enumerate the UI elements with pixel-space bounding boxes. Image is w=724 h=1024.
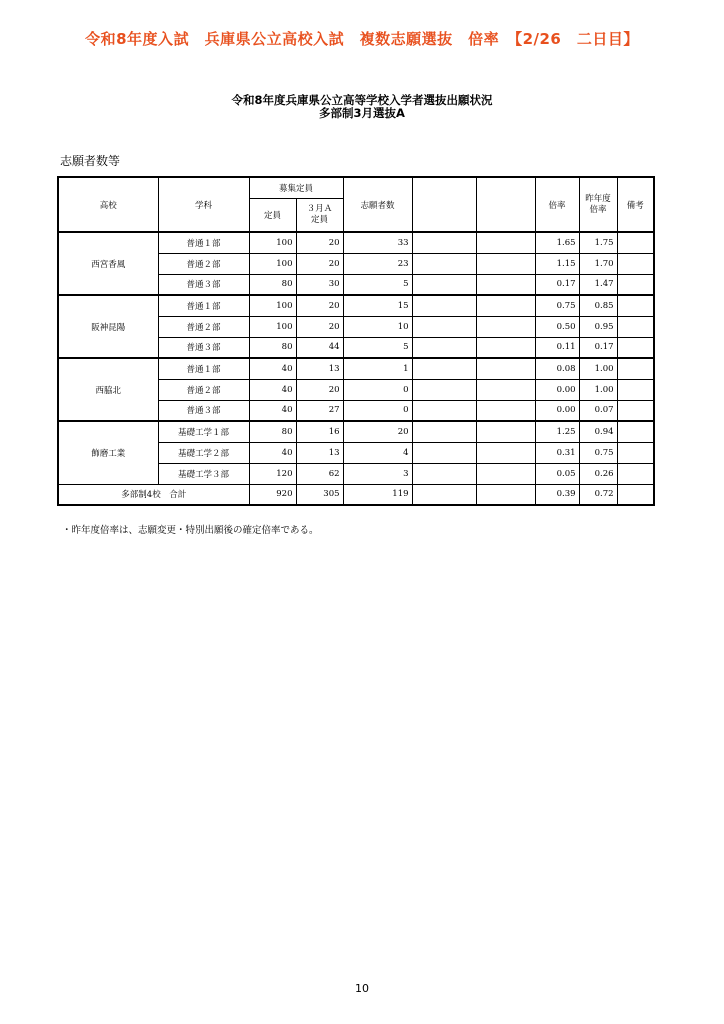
blank-cell	[412, 253, 476, 274]
header-teiin: 定員	[249, 198, 296, 232]
last-year-ratio-cell: 1.47	[579, 274, 617, 295]
teiin-cell: 40	[249, 379, 296, 400]
teiin-cell: 80	[249, 274, 296, 295]
header-last-year-line1: 昨年度	[585, 193, 611, 204]
remarks-cell	[617, 232, 654, 253]
applicants-table	[57, 176, 655, 506]
course-cell: 基礎工学３部	[158, 463, 249, 484]
ratio-cell: 0.00	[535, 400, 579, 421]
footnote: ・昨年度倍率は、志願変更・特別出願後の確定倍率である。	[62, 525, 319, 536]
ratio-cell: 1.15	[535, 253, 579, 274]
last-year-ratio-cell: 1.70	[579, 253, 617, 274]
blank-cell	[412, 379, 476, 400]
table-row	[58, 232, 654, 253]
last-year-ratio-cell: 0.95	[579, 316, 617, 337]
course-cell: 普通２部	[158, 316, 249, 337]
header-march-a-line2: 定員	[311, 214, 329, 225]
header-last-year	[579, 177, 617, 232]
course-cell: 普通３部	[158, 400, 249, 421]
remarks-cell	[617, 274, 654, 295]
blank-cell	[476, 337, 535, 358]
remarks-cell	[617, 295, 654, 316]
total-march-a-cell: 305	[296, 484, 343, 505]
ratio-cell: 0.11	[535, 337, 579, 358]
header-row-1	[58, 177, 654, 198]
page-number: 10	[355, 982, 369, 995]
march-a-cell: 27	[296, 400, 343, 421]
applicants-cell: 20	[343, 421, 412, 442]
applicants-cell: 0	[343, 400, 412, 421]
blank-cell	[412, 337, 476, 358]
header-capacity: 募集定員	[249, 177, 343, 198]
last-year-ratio-cell: 0.26	[579, 463, 617, 484]
march-a-cell: 20	[296, 253, 343, 274]
header-course: 学科	[158, 177, 249, 232]
header-ratio: 倍率	[535, 177, 579, 232]
total-teiin-cell: 920	[249, 484, 296, 505]
teiin-cell: 80	[249, 421, 296, 442]
blank-cell	[476, 358, 535, 379]
blank-cell	[412, 274, 476, 295]
march-a-cell: 20	[296, 316, 343, 337]
march-a-cell: 30	[296, 274, 343, 295]
course-cell: 基礎工学１部	[158, 421, 249, 442]
ratio-cell: 0.17	[535, 274, 579, 295]
applicants-cell: 15	[343, 295, 412, 316]
blank-cell	[476, 442, 535, 463]
applicants-cell: 3	[343, 463, 412, 484]
blank-cell	[412, 232, 476, 253]
march-a-cell: 13	[296, 358, 343, 379]
applicants-cell: 10	[343, 316, 412, 337]
course-cell: 普通２部	[158, 253, 249, 274]
blank-cell	[476, 295, 535, 316]
applicants-cell: 33	[343, 232, 412, 253]
remarks-cell	[617, 358, 654, 379]
remarks-cell	[617, 442, 654, 463]
teiin-cell: 40	[249, 400, 296, 421]
total-row	[58, 484, 654, 505]
header-remarks: 備考	[617, 177, 654, 232]
header-march-a-line1: ３月Ａ	[306, 203, 333, 214]
table-body	[58, 232, 654, 505]
table-row	[58, 358, 654, 379]
ratio-cell: 0.31	[535, 442, 579, 463]
course-cell: 普通１部	[158, 358, 249, 379]
applicants-cell: 5	[343, 337, 412, 358]
blank-cell	[476, 379, 535, 400]
march-a-cell: 13	[296, 442, 343, 463]
table-row	[58, 295, 654, 316]
total-ratio-cell: 0.39	[535, 484, 579, 505]
last-year-ratio-cell: 0.75	[579, 442, 617, 463]
remarks-cell	[617, 484, 654, 505]
school-name-cell: 飾磨工業	[58, 421, 158, 484]
last-year-ratio-cell: 1.00	[579, 358, 617, 379]
applicants-cell: 23	[343, 253, 412, 274]
blank-cell	[412, 295, 476, 316]
remarks-cell	[617, 253, 654, 274]
school-name-cell: 阪神昆陽	[58, 295, 158, 358]
march-a-cell: 44	[296, 337, 343, 358]
school-name-cell: 西宮香風	[58, 232, 158, 295]
blank-cell	[476, 421, 535, 442]
document-title	[0, 94, 724, 120]
remarks-cell	[617, 337, 654, 358]
teiin-cell: 40	[249, 442, 296, 463]
header-last-year-line2: 倍率	[589, 204, 607, 215]
remarks-cell	[617, 421, 654, 442]
blank-cell	[476, 316, 535, 337]
total-label-cell: 多部制4校 合計	[58, 484, 249, 505]
march-a-cell: 20	[296, 379, 343, 400]
blank-cell	[476, 253, 535, 274]
last-year-ratio-cell: 1.75	[579, 232, 617, 253]
teiin-cell: 100	[249, 232, 296, 253]
header-march-a	[296, 198, 343, 232]
course-cell: 普通２部	[158, 379, 249, 400]
school-name-cell: 西脇北	[58, 358, 158, 421]
blank-cell	[412, 421, 476, 442]
blank-cell	[476, 463, 535, 484]
applicants-cell: 5	[343, 274, 412, 295]
applicants-cell: 1	[343, 358, 412, 379]
ratio-cell: 0.50	[535, 316, 579, 337]
blank-cell	[412, 358, 476, 379]
teiin-cell: 120	[249, 463, 296, 484]
last-year-ratio-cell: 0.85	[579, 295, 617, 316]
ratio-cell: 0.75	[535, 295, 579, 316]
ratio-cell: 1.25	[535, 421, 579, 442]
table-row	[58, 421, 654, 442]
course-cell: 普通１部	[158, 232, 249, 253]
march-a-cell: 16	[296, 421, 343, 442]
remarks-cell	[617, 316, 654, 337]
march-a-cell: 20	[296, 295, 343, 316]
remarks-cell	[617, 379, 654, 400]
course-cell: 普通１部	[158, 295, 249, 316]
march-a-cell: 62	[296, 463, 343, 484]
total-applicants-cell: 119	[343, 484, 412, 505]
blank-cell	[412, 484, 476, 505]
teiin-cell: 100	[249, 253, 296, 274]
ratio-cell: 0.05	[535, 463, 579, 484]
march-a-cell: 20	[296, 232, 343, 253]
teiin-cell: 100	[249, 295, 296, 316]
blank-cell	[476, 232, 535, 253]
applicants-cell: 0	[343, 379, 412, 400]
blank-cell	[412, 400, 476, 421]
last-year-ratio-cell: 0.17	[579, 337, 617, 358]
blank-cell	[412, 316, 476, 337]
ratio-cell: 0.08	[535, 358, 579, 379]
teiin-cell: 40	[249, 358, 296, 379]
blank-cell	[476, 274, 535, 295]
blank-cell	[476, 484, 535, 505]
remarks-cell	[617, 463, 654, 484]
remarks-cell	[617, 400, 654, 421]
document-title-line1: 令和8年度兵庫県公立高等学校入学者選抜出願状況	[231, 93, 493, 107]
last-year-ratio-cell: 1.00	[579, 379, 617, 400]
blank-cell	[412, 463, 476, 484]
teiin-cell: 100	[249, 316, 296, 337]
page-banner: 令和8年度入試 兵庫県公立高校入試 複数志願選抜 倍率 【2/26 二日目】	[85, 30, 639, 48]
ratio-cell: 0.00	[535, 379, 579, 400]
header-school: 高校	[58, 177, 158, 232]
course-cell: 基礎工学２部	[158, 442, 249, 463]
teiin-cell: 80	[249, 337, 296, 358]
section-label: 志願者数等	[60, 154, 121, 168]
blank-cell	[412, 442, 476, 463]
course-cell: 普通３部	[158, 274, 249, 295]
course-cell: 普通３部	[158, 337, 249, 358]
blank-cell	[476, 400, 535, 421]
header-applicants: 志願者数	[343, 177, 412, 232]
last-year-ratio-cell: 0.07	[579, 400, 617, 421]
total-last-year-ratio-cell: 0.72	[579, 484, 617, 505]
document-title-line2: 多部制3月選抜A	[319, 106, 405, 120]
header-blank-1	[412, 177, 476, 232]
header-blank-2	[476, 177, 535, 232]
last-year-ratio-cell: 0.94	[579, 421, 617, 442]
applicants-cell: 4	[343, 442, 412, 463]
ratio-cell: 1.65	[535, 232, 579, 253]
